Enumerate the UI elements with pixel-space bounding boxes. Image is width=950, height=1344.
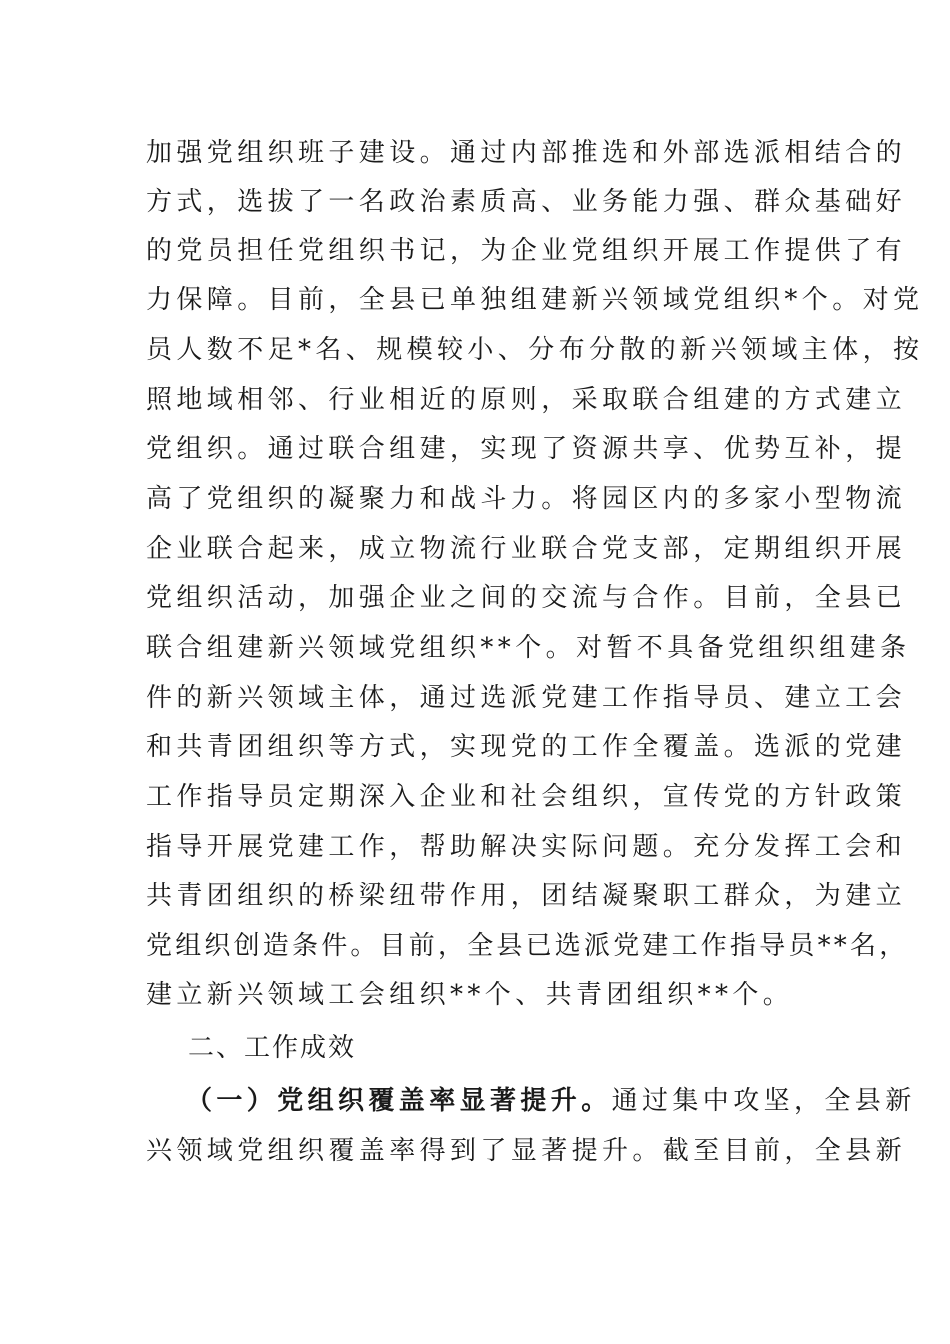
paragraph-line: 企业联合起来，成立物流行业联合党支部，定期组织开展 [146, 534, 907, 564]
paragraph-line: 工作指导员定期深入企业和社会组织，宣传党的方针政策 [146, 782, 907, 812]
paragraph-line: 联合组建新兴领域党组织**个。对暂不具备党组织组建条 [146, 633, 911, 663]
paragraph-line: 建立新兴领域工会组织**个、共青团组织**个。 [146, 980, 794, 1010]
paragraph-line: 党组织创造条件。目前，全县已选派党建工作指导员**名， [146, 931, 909, 961]
subsection-text: 通过集中攻坚，全县新 [611, 1086, 916, 1116]
paragraph-line: 和共青团组织等方式，实现党的工作全覆盖。选派的党建 [146, 732, 907, 762]
paragraph-line: 共青团组织的桥梁纽带作用，团结凝聚职工群众，为建立 [146, 881, 907, 911]
paragraph-line: 党组织活动，加强企业之间的交流与合作。目前，全县已 [146, 583, 907, 613]
paragraph-line: 照地域相邻、行业相近的原则，采取联合组建的方式建立 [146, 385, 907, 415]
paragraph-line: 员人数不足*名、规模较小、分布分散的新兴领域主体，按 [146, 335, 924, 365]
paragraph-line: 方式，选拔了一名政治素质高、业务能力强、群众基础好 [146, 187, 907, 217]
paragraph-line: 指导开展党建工作，帮助解决实际问题。充分发挥工会和 [146, 832, 907, 862]
paragraph-line: 加强党组织班子建设。通过内部推选和外部选派相结合的 [146, 138, 907, 168]
paragraph-line: 的党员担任党组织书记，为企业党组织开展工作提供了有 [146, 236, 907, 266]
subsection-line [186, 1081, 916, 1121]
paragraph-line: 党组织。通过联合组建，实现了资源共享、优势互补，提 [146, 434, 907, 464]
paragraph-line: 兴领域党组织覆盖率得到了显著提升。截至目前，全县新 [146, 1136, 907, 1166]
subsection-title: （一）党组织覆盖率显著提升。 [186, 1086, 612, 1116]
section-heading: 二、工作成效 [188, 1033, 357, 1063]
paragraph-line: 高了党组织的凝聚力和战斗力。将园区内的多家小型物流 [146, 484, 907, 514]
paragraph-line: 件的新兴领域主体，通过选派党建工作指导员、建立工会 [146, 683, 907, 713]
paragraph-line: 力保障。目前，全县已单独组建新兴领域党组织*个。对党 [146, 285, 924, 315]
